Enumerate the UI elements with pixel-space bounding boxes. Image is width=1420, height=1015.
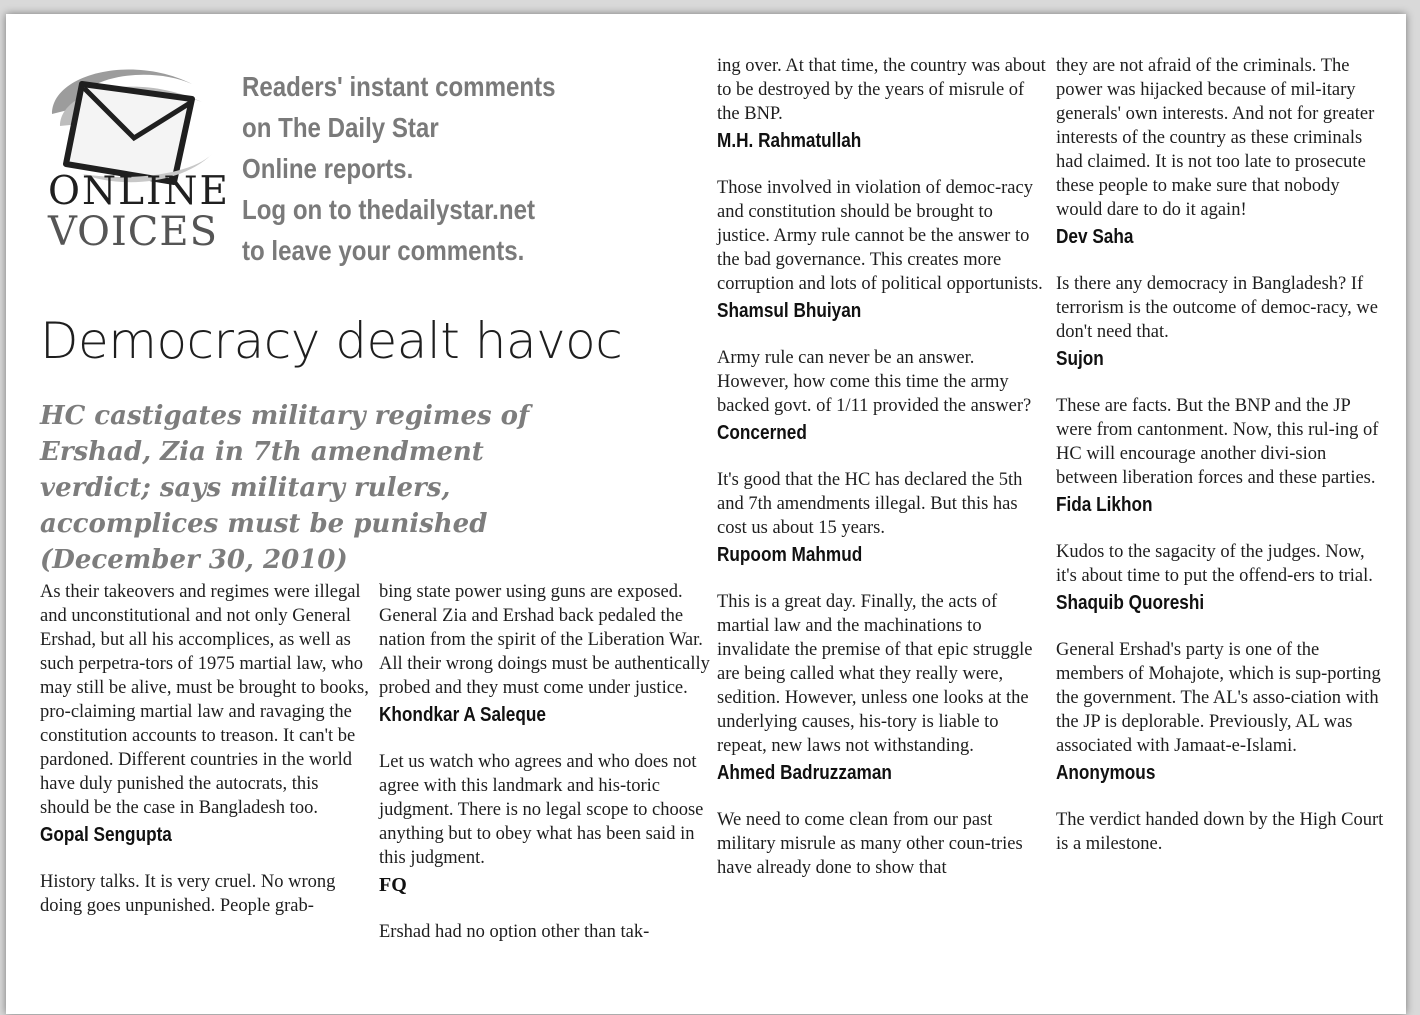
comment-text: We need to come clean from our past military misrule as many other coun-tries have already done to show that	[717, 810, 1023, 878]
comment-text: Those involved in violation of democ-racy and constitution should be brought to justice. Army rule cannot be the answer to the bad governance. This creates more corruption and lots of political opportunists.	[717, 178, 1043, 294]
comment-column-3	[717, 54, 1049, 880]
comment-text: It's good that the HC has declared the 5th and 7th amendments illegal. But this has cost us about 15 years.	[717, 470, 1023, 538]
promo-line: Log on to thedailystar.net	[242, 194, 536, 225]
commenter-name: Dev Saha	[1056, 226, 1134, 248]
subheadline: HC castigates military regimes of Ershad, Zia in 7th amendment verdict; says military rulers, accomplices must be punished (December 30, 2010)	[40, 401, 530, 575]
commenter-name: Ahmed Badruzzaman	[717, 762, 892, 784]
comment-column-2	[379, 580, 711, 944]
comment-text: General Ershad's party is one of the members of Mohajote, which is sup-porting the government. The AL's asso-ciation with the JP is deplorable. Previously, AL was associated with Jamaat-e-Islami.	[1056, 640, 1381, 756]
commenter-name: Rupoom Mahmud	[717, 544, 863, 566]
commenter-name: Gopal Sengupta	[40, 824, 172, 846]
commenter-name: Fida Likhon	[1056, 494, 1153, 516]
page-title: Democracy dealt havoc	[40, 312, 623, 370]
comment-text: As their takeovers and regimes were illegal and unconstitutional and not only General Ershad, but all his accomplices, as well as such perpetra-tors of 1975 martial law, who may still be alive, must be brought to books, pro-claiming martial law and ravaging the constitution accounts to treason. It can't be pardoned. Different countries in the world have duly punished the autocrats, this should be the case in Bangladesh too.	[40, 582, 369, 818]
comment-text: Army rule can never be an answer. However, how come this time the army backed govt. of 1/11 provided the answer?	[717, 348, 1032, 416]
commenter-name: FQ	[379, 874, 407, 896]
online-voices-logo	[42, 54, 230, 255]
logo-word-online: ONLINE	[48, 169, 230, 214]
comment-text: The verdict handed down by the High Court is a milestone.	[1056, 810, 1384, 854]
comment-text: Is there any democracy in Bangladesh? If terrorism is the outcome of democ-racy, we don't need that.	[1056, 274, 1378, 342]
promo-line: on The Daily Star	[242, 112, 439, 143]
commenter-name: Sujon	[1056, 348, 1104, 370]
comment-column-4	[1056, 54, 1388, 856]
commenter-name: Anonymous	[1056, 762, 1156, 784]
comment-text: These are facts. But the BNP and the JP were from cantonment. Now, this rul-ing of HC will encourage another divi-sion between liberation forces and these parties.	[1056, 396, 1379, 488]
promo-line: Readers' instant comments	[242, 71, 556, 102]
comment-text: History talks. It is very cruel. No wrong doing goes unpunished. People grab-	[40, 872, 336, 916]
commenter-name: Concerned	[717, 422, 807, 444]
commenter-name: Shaquib Quoreshi	[1056, 592, 1205, 614]
promo-line: to leave your comments.	[242, 235, 525, 266]
commenter-name: M.H. Rahmatullah	[717, 130, 862, 152]
newspaper-page	[6, 14, 1406, 1014]
promo-text	[242, 66, 620, 271]
logo-word-voices: VOICES	[48, 209, 218, 255]
comment-text: bing state power using guns are exposed. General Zia and Ershad back pedaled the nation from the spirit of the Liberation War. All their wrong doings must be authentically probed and they must come under justice.	[379, 582, 710, 698]
comment-text: Let us watch who agrees and who does not agree with this landmark and his-toric judgment. There is no legal scope to choose anything but to obey what has been said in this judgment.	[379, 752, 704, 868]
comment-text: Kudos to the sagacity of the judges. Now, it's about time to put the offend-ers to trial.	[1056, 542, 1373, 586]
commenter-name: Shamsul Bhuiyan	[717, 300, 862, 322]
commenter-name: Khondkar A Saleque	[379, 704, 546, 726]
promo-line: Online reports.	[242, 153, 414, 184]
comment-column-1	[40, 580, 372, 918]
comment-text: Ershad had no option other than tak-	[379, 922, 650, 942]
comment-text: This is a great day. Finally, the acts of martial law and the machinations to invalidate the premise of that epic struggle are being called what they really were, sedition. However, unless one looks at the underlying causes, his-tory is liable to repeat, new laws not withstanding.	[717, 592, 1033, 756]
comment-text: ing over. At that time, the country was about to be destroyed by the years of misrule of the BNP.	[717, 56, 1046, 124]
comment-text: they are not afraid of the criminals. The power was hijacked because of mil-itary generals' own interests. And not for greater interests of the country as these criminals had claimed. It is not too late to prosecute these people to make sure that nobody would dare to do it again!	[1056, 56, 1375, 220]
